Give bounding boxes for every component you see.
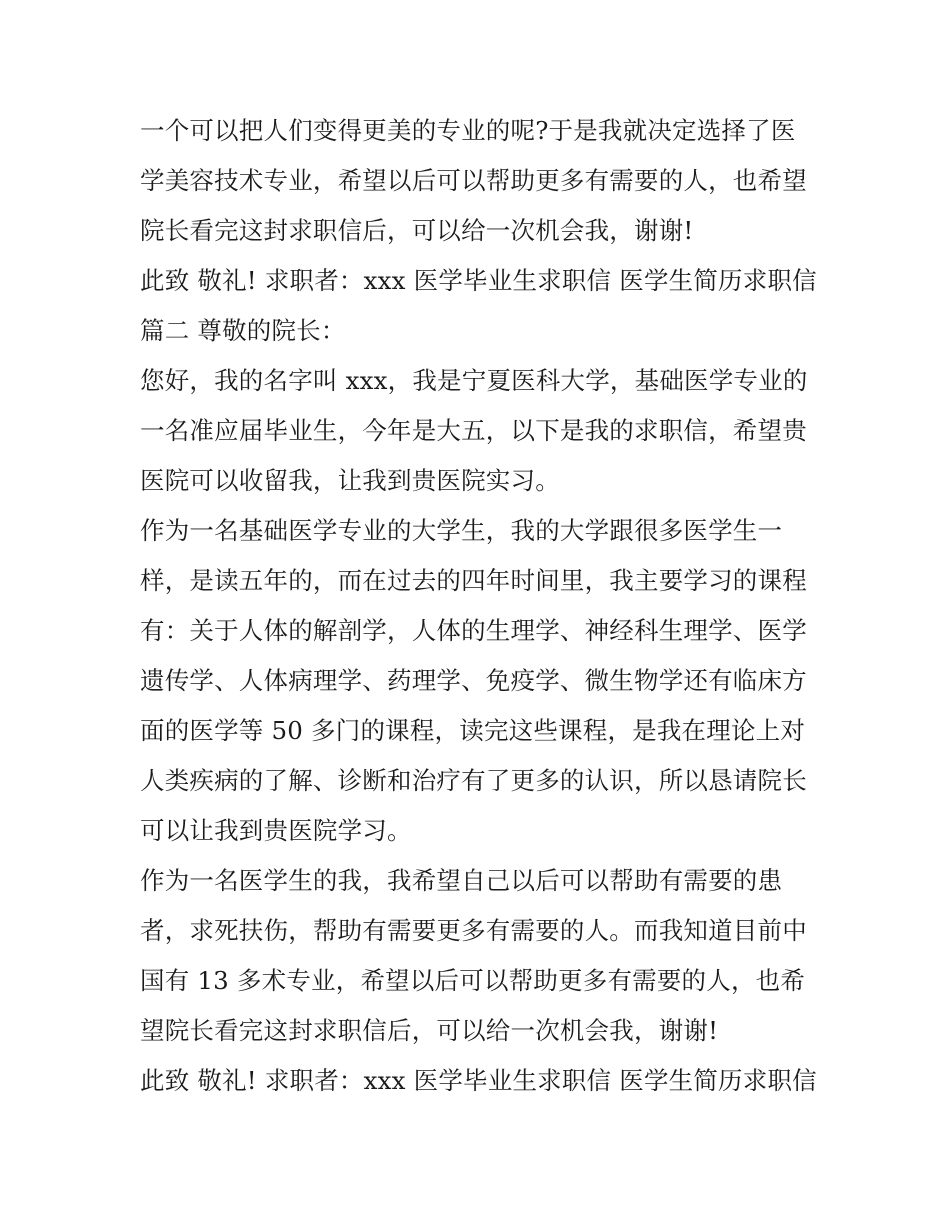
text-line: 一个可以把人们变得更美的专业的呢?于是我就决定选择了医 bbox=[140, 116, 796, 145]
document-body bbox=[140, 106, 820, 1106]
text-line: 作为一名医学生的我，我希望自己以后可以帮助有需要的患 bbox=[140, 866, 783, 895]
text-line: 有：关于人体的解剖学，人体的生理学、神经科生理学、医学 bbox=[140, 616, 807, 645]
text-line: 样，是读五年的，而在过去的四年时间里，我主要学习的课程 bbox=[140, 566, 807, 595]
text-line: 者，求死扶伤，帮助有需要更多有需要的人。而我知道目前中 bbox=[140, 916, 807, 945]
text-line: 院长看完这封求职信后，可以给一次机会我，谢谢! bbox=[140, 216, 694, 245]
text-line: 国有 13 多术专业，希望以后可以帮助更多有需要的人，也希 bbox=[140, 966, 806, 995]
text-line: 作为一名基础医学专业的大学生，我的大学跟很多医学生一 bbox=[140, 516, 783, 545]
closing-line: 此致 敬礼! 求职者：xxx 医学毕业生求职信 医学生简历求职信 bbox=[140, 266, 817, 295]
text-line: 医院可以收留我，让我到贵医院实习。 bbox=[140, 466, 560, 495]
text-line: 面的医学等 50 多门的课程，读完这些课程，是我在理论上对 bbox=[140, 716, 806, 745]
text-line: 望院长看完这封求职信后，可以给一次机会我，谢谢! bbox=[140, 1016, 719, 1045]
text-line: 人类疾病的了解、诊断和治疗有了更多的认识，所以恳请院长 bbox=[140, 766, 807, 795]
section-heading: 篇二 尊敬的院长： bbox=[140, 316, 346, 345]
text-line: 您好，我的名字叫 xxx，我是宁夏医科大学，基础医学专业的 bbox=[140, 366, 808, 395]
text-line: 可以让我到贵医院学习。 bbox=[140, 816, 412, 845]
closing-line: 此致 敬礼! 求职者：xxx 医学毕业生求职信 医学生简历求职信 bbox=[140, 1066, 817, 1095]
text-line: 学美容技术专业，希望以后可以帮助更多有需要的人，也希望 bbox=[140, 166, 807, 195]
text-line: 一名准应届毕业生，今年是大五，以下是我的求职信，希望贵 bbox=[140, 416, 807, 445]
text-line: 遗传学、人体病理学、药理学、免疫学、微生物学还有临床方 bbox=[140, 666, 807, 695]
